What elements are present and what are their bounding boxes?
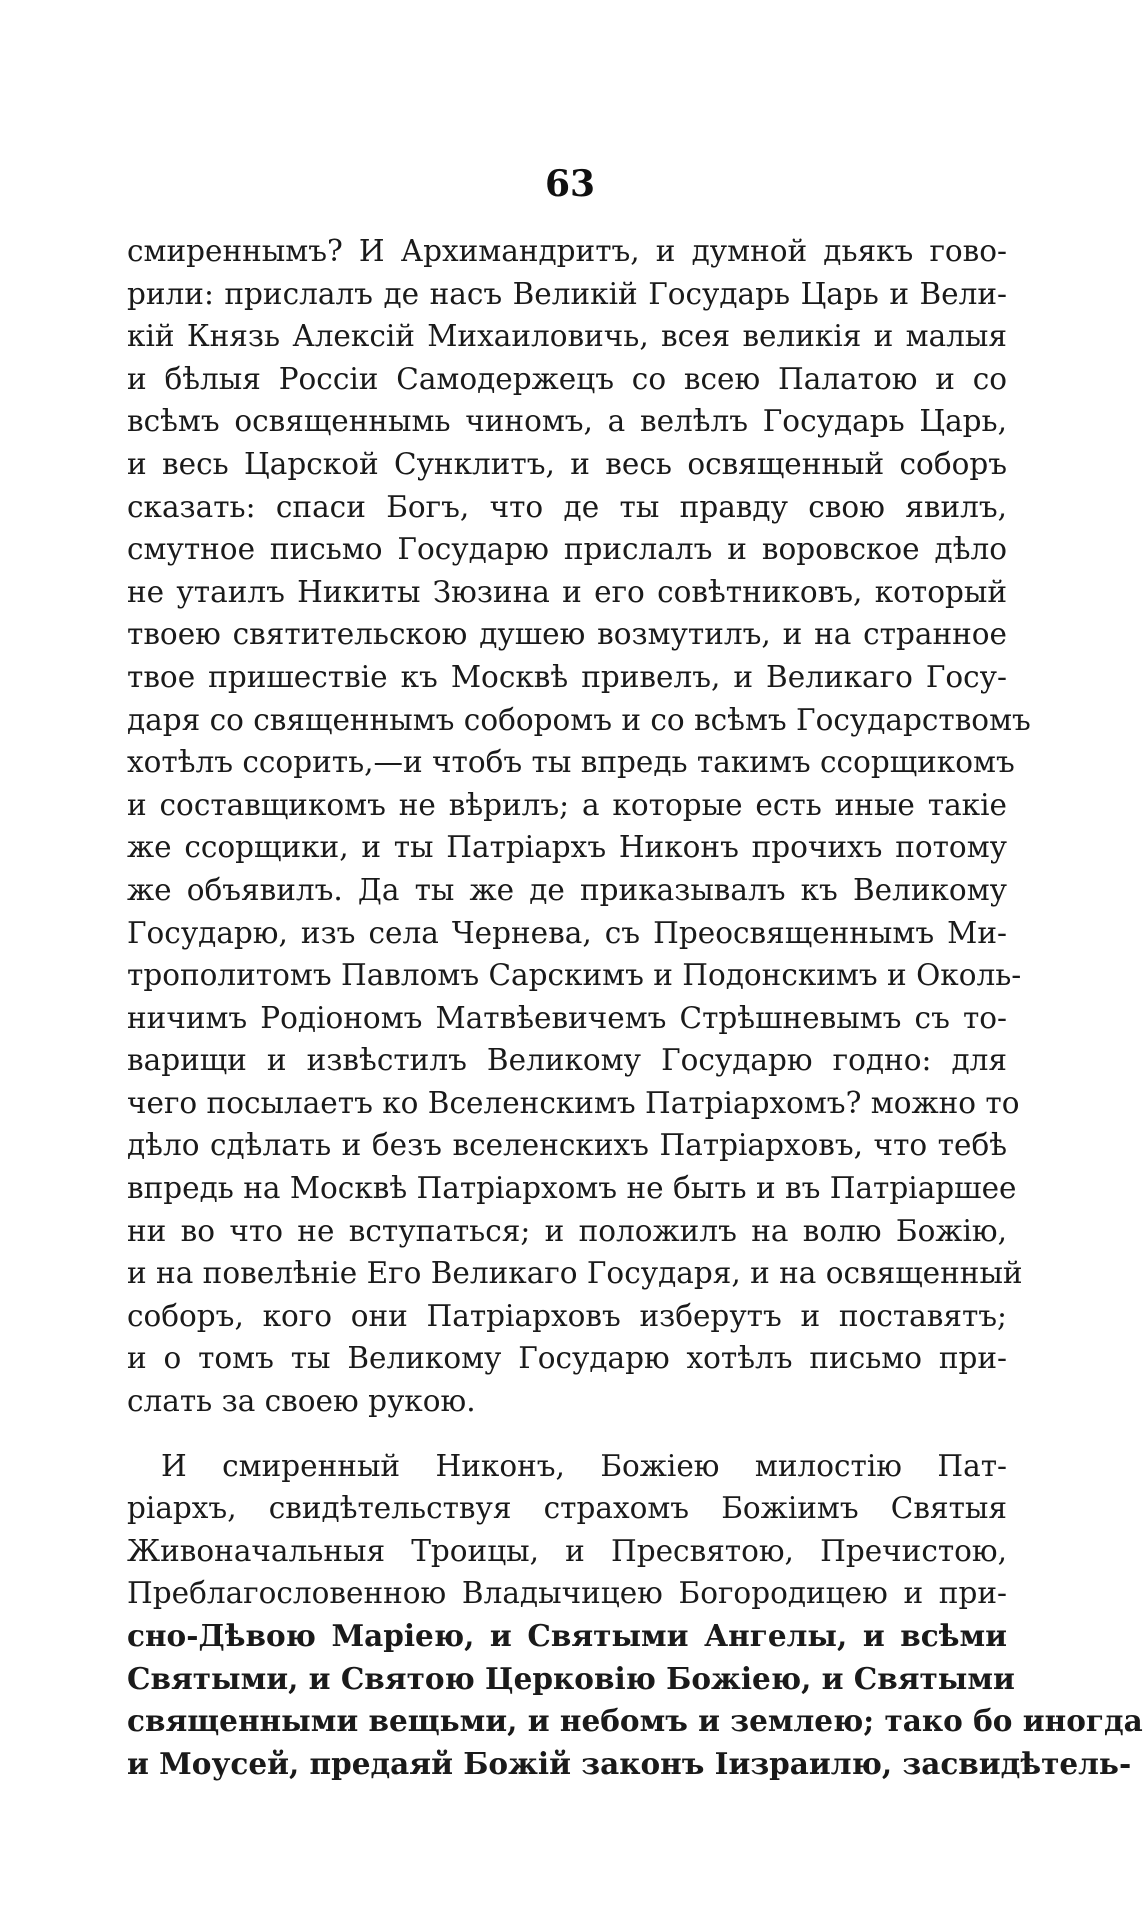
text-line: ни во что не вступаться; и положилъ на волю Божію, <box>127 1213 1007 1248</box>
paragraph-1 <box>127 230 1031 1423</box>
text-line: же объявилъ. Да ты же де приказывалъ къ Великому <box>127 872 1007 907</box>
text-line: впредь на Москвѣ Патріархомъ не быть и въ Патріаршее <box>127 1171 1017 1206</box>
text-line: трополитомъ Павломъ Сарскимъ и Подонскимъ и Околь- <box>127 958 1022 993</box>
text-line: ничимъ Родіономъ Матвѣевичемъ Стрѣшневымъ съ то- <box>127 1000 1007 1035</box>
text-line: твое пришествіе къ Москвѣ привелъ, и Великаго Госу- <box>127 659 1007 694</box>
text-line: смиреннымъ? И Архимандритъ, и думной дьякъ гово- <box>127 234 1007 268</box>
text-line: Живоначальныя Троицы, и Пресвятою, Пречистою, <box>127 1533 1007 1568</box>
text-line: Государю, изъ села Чернева, съ Преосвященнымъ Ми- <box>127 915 1007 950</box>
text-line: слать за своею рукою. <box>127 1384 476 1419</box>
page-number: 63 <box>544 163 596 205</box>
text-line: и на повелѣніе Его Великаго Государя, и на освященный <box>127 1256 1023 1291</box>
text-line: рили: прислалъ де насъ Великій Государь Царь и Вели- <box>127 276 1007 311</box>
text-line: священными вещьми, и небомъ и землею; тако бо иногда <box>127 1703 1143 1739</box>
text-line: дѣло сдѣлать и безъ вселенскихъ Патріарховъ, что тебѣ <box>127 1128 1007 1163</box>
text-line: и о томъ ты Великому Государю хотѣлъ письмо при- <box>127 1341 1007 1376</box>
text-line: варищи и извѣстилъ Великому Государю годно: для <box>127 1043 1007 1078</box>
text-line: и бѣлыя Россіи Самодержецъ со всею Палатою и со <box>127 361 1007 396</box>
text-line: и Моусей, предаяй Божій законъ Іизраилю, засвидѣтель- <box>127 1745 1132 1781</box>
text-line: соборъ, кого они Патріарховъ изберутъ и поставятъ; <box>127 1298 1007 1333</box>
text-line: кій Князь Алексій Михаиловичь, всея великія и малыя <box>127 319 1007 354</box>
text-line: хотѣлъ ссорить,—и чтобъ ты впредь такимъ ссорщикомъ <box>127 745 1015 780</box>
text-line: ріархъ, свидѣтельствуя страхомъ Божіимъ Святыя <box>127 1491 1007 1526</box>
text-line: и весь Царской Сунклитъ, и весь освященный соборъ <box>127 446 1007 481</box>
text-line: не утаилъ Никиты Зюзина и его совѣтниковъ, который <box>127 574 1007 609</box>
text-line: И смиренный Никонъ, Божіею милостію Пат- <box>161 1448 1007 1483</box>
paragraph-2 <box>127 1445 1143 1786</box>
text-line: чего посылаетъ ко Вселенскимъ Патріархомъ? можно то <box>127 1085 1020 1120</box>
text-line: смутное письмо Государю прислалъ и воровское дѣло <box>127 532 1007 567</box>
text-line: твоею святительскою душею возмутилъ, и на странное <box>127 617 1007 652</box>
text-line: сно-Дѣвою Маріею, и Святыми Ангелы, и всѣми <box>127 1618 1007 1653</box>
text-line: и составщикомъ не вѣрилъ; а которые есть иные такіе <box>127 787 1007 822</box>
text-line: Святыми, и Святою Церковію Божіею, и Святыми <box>127 1660 1015 1696</box>
text-line: Преблагословенною Владычицею Богородицею и при- <box>127 1576 1007 1611</box>
body-text <box>127 230 1143 1785</box>
text-line: сказать: спаси Богъ, что де ты правду свою явилъ, <box>127 489 1007 524</box>
text-line: даря со священнымъ соборомъ и со всѣмъ Государствомъ <box>127 702 1031 737</box>
text-line: же ссорщики, и ты Патріархъ Никонъ прочихъ потому <box>127 830 1007 865</box>
text-line: всѣмъ освященнымь чиномъ, а велѣлъ Государь Царь, <box>127 404 1007 439</box>
